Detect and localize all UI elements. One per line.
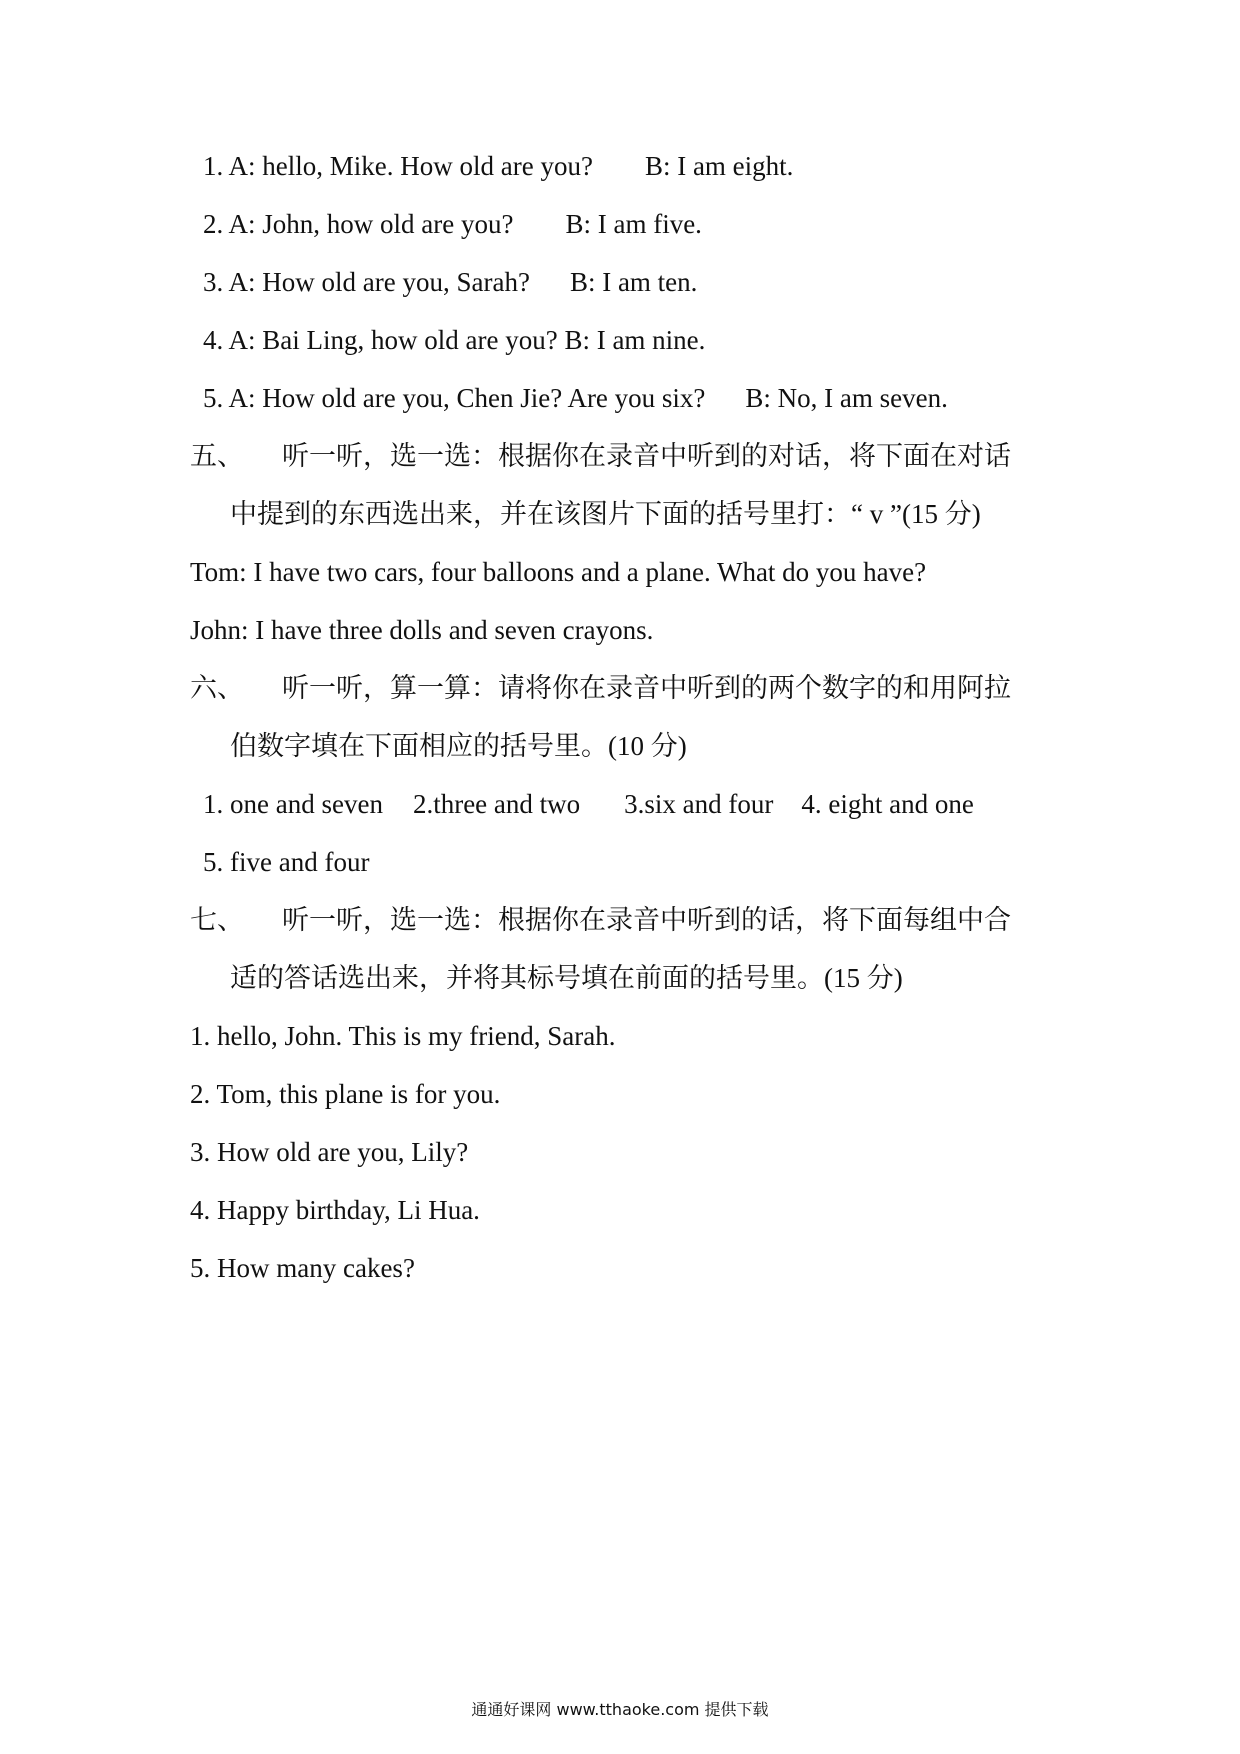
section-6-heading [190,670,1011,706]
section-6-items-row1 [203,786,974,822]
dialog-line-5-b: B: No, I am seven. [745,383,948,413]
dialog-line-1-b: B: I am eight. [644,151,794,181]
dialog-line-3-a: 3. A: How old are you, Sarah? [203,267,530,297]
dialog-line-2 [203,206,702,242]
section-6-title-line1: 听一听，算一算：请将你在录音中听到的两个数字的和用阿拉 [282,673,1011,703]
dialog-line-3 [203,264,697,300]
section-7-item-5: 5. How many cakes? [190,1253,415,1283]
dialog-line-2-a: 2. A: John, how old are you? [203,209,514,239]
dialog-line-5-a: 5. A: How old are you, Chen Jie? Are you six? [203,383,706,413]
section-7-heading [190,902,1011,938]
section-6-item-3: 3.six and four [624,789,774,819]
section-7-title-line1: 听一听，选一选：根据你在录音中听到的话，将下面每组中合 [282,905,1011,935]
section-6-item-1: 1. one and seven [203,789,383,819]
section-5-dialog-tom: Tom: I have two cars, four balloons and a plane. What do you have? [190,557,927,587]
section-7-item-2: 2. Tom, this plane is for you. [190,1079,501,1109]
dialog-line-1 [203,148,793,184]
section-5-number: 五、 [190,441,244,471]
dialog-line-5 [203,380,948,416]
section-5-title-line2: 中提到的东西选出来，并在该图片下面的括号里打：“ v ”(15 分) [230,499,981,529]
section-7-item-1: 1. hello, John. This is my friend, Sarah. [190,1021,616,1051]
section-6-number: 六、 [190,673,244,703]
dialog-line-4-a: 4. A: Bai Ling, how old are you? B: I am nine. [203,325,706,355]
section-6-item-4: 4. eight and one [801,789,974,819]
section-5-dialog-john: John: I have three dolls and seven crayons. [190,615,654,645]
dialog-line-1-a: 1. A: hello, Mike. How old are you? [203,151,593,181]
section-7-item-4: 4. Happy birthday, Li Hua. [190,1195,480,1225]
section-7-title-line2: 适的答话选出来，并将其标号填在前面的括号里。(15 分) [230,963,903,993]
section-7-number: 七、 [190,905,244,935]
section-6-title-line2: 伯数字填在下面相应的括号里。(10 分) [230,731,687,761]
section-7-item-3: 3. How old are you, Lily? [190,1137,469,1167]
dialog-line-2-b: B: I am five. [565,209,702,239]
dialog-line-3-b: B: I am ten. [569,267,698,297]
section-5-heading [190,438,1011,474]
section-6-item-5: 5. five and four [203,847,370,877]
section-5-title-line1: 听一听，选一选：根据你在录音中听到的对话，将下面在对话 [282,441,1011,471]
dialog-line-4 [203,322,705,358]
footer-source-text: 通通好课网 www.tthaoke.com 提供下载 [471,1700,769,1719]
section-6-item-2: 2.three and two [412,789,581,819]
